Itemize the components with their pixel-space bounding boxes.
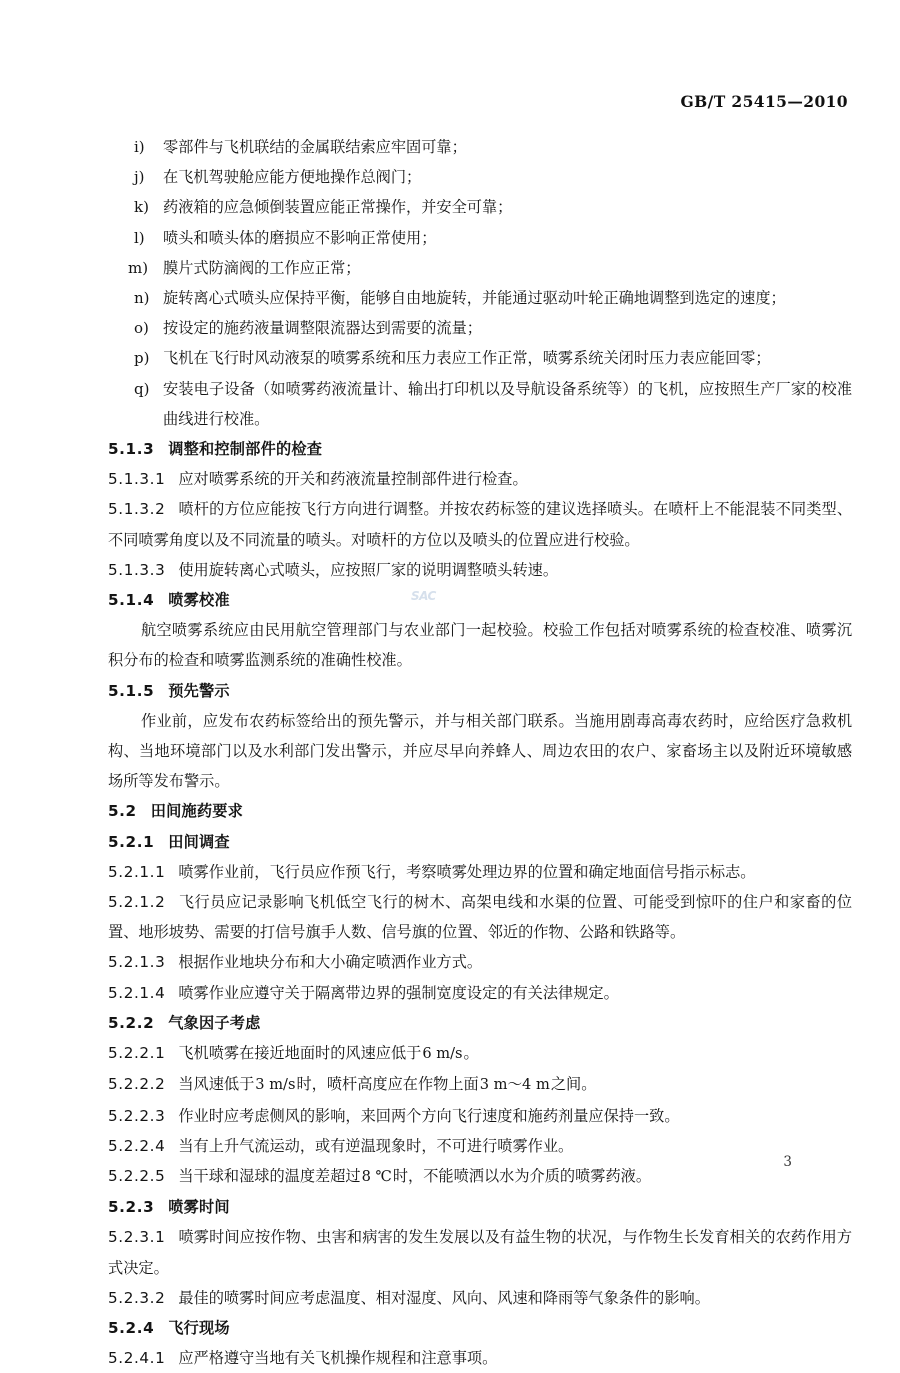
list-item-text: 药液箱的应急倾倒装置应能正常操作，并安全可靠； <box>163 198 513 217</box>
clause-heading-5-2-4 <box>108 1313 852 1343</box>
list-item <box>108 132 852 162</box>
list-marker: k) <box>134 198 149 217</box>
clause-5-2-4-1 <box>108 1343 852 1373</box>
clause-text: 使用旋转离心式喷头，应按照厂家的说明调整喷头转速。 <box>178 560 559 579</box>
list-item <box>108 223 852 253</box>
clause-number: 5.2.1.3 <box>108 953 166 972</box>
clause-text: 应对喷雾系统的开关和药液流量控制部件进行检查。 <box>178 470 528 489</box>
clause-5-1-3-2 <box>108 494 852 554</box>
clause-number: 5.2.3.2 <box>108 1288 166 1307</box>
clause-title: 喷雾校准 <box>168 591 230 610</box>
list-item <box>108 192 852 222</box>
clause-text: 应严格遵守当地有关飞机操作规程和注意事项。 <box>178 1349 498 1368</box>
clause-heading-5-2 <box>108 796 852 826</box>
clause-5-2-2-3 <box>108 1101 852 1131</box>
clause-5-2-2-2 <box>108 1069 852 1100</box>
clause-5-2-3-1 <box>108 1222 852 1282</box>
list-item-text: 按设定的施药液量调整限流器达到需要的流量； <box>163 319 482 338</box>
list-marker: n) <box>134 289 150 308</box>
clause-text-part: 当干球和湿球的温度差超过 <box>178 1166 361 1185</box>
clause-text: 当有上升气流运动，或有逆温现象时，不可进行喷雾作业。 <box>178 1136 574 1155</box>
clause-5-1-3-3 <box>108 555 852 585</box>
clause-5-2-1-2 <box>108 887 852 947</box>
clause-text-part: 时，不能喷洒以水为介质的喷雾药液。 <box>392 1166 652 1185</box>
lettered-list <box>108 132 852 434</box>
page-content <box>108 132 852 1373</box>
clause-number: 5.2.2.3 <box>108 1106 166 1125</box>
clause-number: 5.1.3.3 <box>108 560 166 579</box>
list-marker: j) <box>134 168 145 187</box>
clause-number: 5.1.3 <box>108 440 155 459</box>
clause-heading-5-2-1 <box>108 827 852 857</box>
clause-title: 田间施药要求 <box>150 802 244 821</box>
list-item <box>108 374 852 434</box>
list-item <box>108 313 852 343</box>
list-item-text: 安装电子设备（如喷雾药液流量计、输出打印机以及导航设备系统等）的飞机，应按照生产厂家的校准曲线进行校准。 <box>163 379 852 428</box>
clause-number: 5.2.4 <box>108 1318 155 1337</box>
clause-5-2-2-4 <box>108 1131 852 1161</box>
list-item-text: 零部件与飞机联结的金属联结索应牢固可靠； <box>163 138 467 156</box>
clause-title: 飞行现场 <box>168 1318 230 1337</box>
clause-number: 5.2.2 <box>108 1013 155 1032</box>
clause-number: 5.2 <box>108 802 137 821</box>
unit-value: 8 ℃ <box>361 1167 392 1185</box>
unit-value: 3 m/s <box>255 1076 296 1094</box>
clause-text-part: 时，喷杆高度应在作物上面 <box>296 1075 479 1094</box>
clause-number: 5.1.5 <box>108 681 155 700</box>
clause-number: 5.2.3.1 <box>108 1228 166 1247</box>
clause-5-1-3-1 <box>108 464 852 494</box>
list-marker: i) <box>134 138 145 156</box>
clause-5-2-2-5 <box>108 1161 852 1192</box>
clause-number: 5.2.1 <box>108 832 155 851</box>
clause-text-part: 飞机喷雾在接近地面时的风速应低于 <box>178 1044 422 1063</box>
clause-text-part: 。 <box>463 1044 479 1063</box>
clause-title: 气象因子考虑 <box>168 1013 261 1032</box>
clause-number: 5.1.3.2 <box>108 500 166 519</box>
clause-text: 最佳的喷雾时间应考虑温度、相对湿度、风向、风速和降雨等气象条件的影响。 <box>178 1288 710 1307</box>
clause-5-2-1-4 <box>108 978 852 1008</box>
clause-heading-5-1-5 <box>108 676 852 706</box>
list-marker: l) <box>134 228 145 247</box>
sac-watermark-text: SAC <box>411 589 436 603</box>
list-item <box>108 343 852 373</box>
list-item <box>108 253 852 283</box>
list-item <box>108 162 852 192</box>
list-item-text: 膜片式防滴阀的工作应正常； <box>163 258 361 277</box>
running-head-standard-number: GB/T 25415—2010 <box>680 92 848 111</box>
clause-title: 调整和控制部件的检查 <box>168 440 323 459</box>
list-marker: m) <box>128 258 149 277</box>
list-item-text: 旋转离心式喷头应保持平衡，能够自由地旋转，并能通过驱动叶轮正确地调整到选定的速度； <box>163 289 786 308</box>
clause-heading-5-1-4 <box>108 585 852 615</box>
paragraph-5-1-5: 作业前，应发布农药标签给出的预先警示，并与相关部门联系。当施用剧毒高毒农药时，应给医疗急救机构、当地环境部门以及水利部门发出警示，并应尽早向养蜂人、周边农田的农户、家畜场主以及附近环境敏感场所等发布警示。 <box>108 711 852 791</box>
clause-heading-5-2-3 <box>108 1192 852 1222</box>
clause-text: 飞行员应记录影响飞机低空飞行的树木、高架电线和水渠的位置、可能受到惊吓的住户和家畜的位置、地形坡势、需要的打信号旗手人数、信号旗的位置、邻近的作物、公路和铁路等。 <box>108 893 852 942</box>
clause-title: 田间调查 <box>168 832 230 851</box>
clause-5-2-1-3 <box>108 947 852 977</box>
clause-number: 5.2.2.5 <box>108 1166 166 1185</box>
clause-number: 5.1.4 <box>108 591 155 610</box>
clause-number: 5.2.2.1 <box>108 1044 166 1063</box>
clause-text-part: 当风速低于 <box>178 1075 255 1094</box>
clause-number: 5.2.4.1 <box>108 1349 166 1368</box>
list-item <box>108 283 852 313</box>
clause-5-2-2-1 <box>108 1038 852 1069</box>
list-marker: q) <box>134 379 150 398</box>
clause-text: 喷雾作业应遵守关于隔离带边界的强制宽度设定的有关法律规定。 <box>178 983 619 1002</box>
clause-number: 5.2.3 <box>108 1198 155 1217</box>
clause-number: 5.2.2.2 <box>108 1075 166 1094</box>
clause-number: 5.2.1.4 <box>108 983 166 1002</box>
clause-number: 5.2.1.1 <box>108 862 166 881</box>
unit-value: 6 m/s <box>422 1045 463 1063</box>
list-marker: o) <box>134 319 149 338</box>
clause-text: 根据作业地块分布和大小确定喷洒作业方式。 <box>178 953 483 972</box>
list-item-text: 喷头和喷头体的磨损应不影响正常使用； <box>163 228 437 247</box>
unit-range: 3 m～4 m <box>479 1076 550 1094</box>
paragraph-5-1-4: 航空喷雾系统应由民用航空管理部门与农业部门一起校验。校验工作包括对喷雾系统的检查校准、喷雾沉积分布的检查和喷雾监测系统的准确性校准。 <box>108 621 852 670</box>
clause-text: 喷杆的方位应能按飞行方向进行调整。并按农药标签的建议选择喷头。在喷杆上不能混装不同类型、不同喷雾角度以及不同流量的喷头。对喷杆的方位以及喷头的位置应进行校验。 <box>108 500 852 549</box>
clause-number: 5.2.1.2 <box>108 893 166 912</box>
clause-5-2-3-2 <box>108 1283 852 1313</box>
clause-number: 5.2.2.4 <box>108 1136 166 1155</box>
list-item-text: 飞机在飞行时风动液泵的喷雾系统和压力表应工作正常，喷雾系统关闭时压力表应能回零； <box>163 349 771 368</box>
clause-text-part: 之间。 <box>550 1075 597 1094</box>
clause-text: 喷雾作业前，飞行员应作预飞行，考察喷雾处理边界的位置和确定地面信号指示标志。 <box>178 862 756 881</box>
clause-text: 作业时应考虑侧风的影响，来回两个方向飞行速度和施药剂量应保持一致。 <box>178 1106 680 1125</box>
clause-number: 5.1.3.1 <box>108 470 166 489</box>
clause-title: 喷雾时间 <box>168 1198 230 1217</box>
clause-heading-5-2-2 <box>108 1008 852 1038</box>
list-item-text: 在飞机驾驶舱应能方便地操作总阀门； <box>163 168 422 187</box>
page-number: 3 <box>783 1154 792 1170</box>
clause-title: 预先警示 <box>168 681 230 700</box>
clause-heading-5-1-3 <box>108 434 852 464</box>
clause-5-2-1-1 <box>108 857 852 887</box>
clause-text: 喷雾时间应按作物、虫害和病害的发生发展以及有益生物的状况，与作物生长发育相关的农药作用方式决定。 <box>108 1228 852 1277</box>
list-marker: p) <box>134 349 150 368</box>
